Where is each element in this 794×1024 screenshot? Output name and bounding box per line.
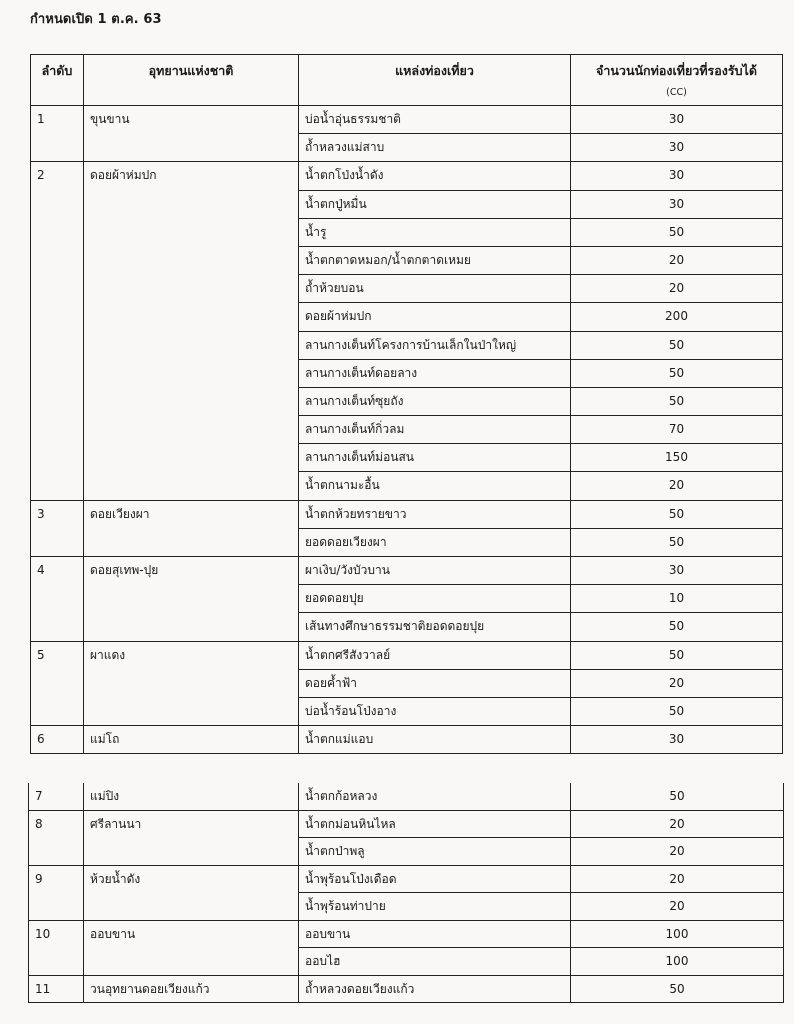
cell-no: 10 [29,920,84,975]
cell-no: 2 [31,162,84,500]
cell-capacity: 10 [571,585,783,613]
cell-site: ออบไฮ [299,948,571,976]
table-body [29,783,784,1003]
cell-capacity: 50 [571,500,783,528]
table-row [29,783,784,810]
cell-no: 4 [31,557,84,642]
cell-site: น้ำตกก้อหลวง [299,783,571,810]
cell-capacity: 30 [571,557,783,585]
table-body [31,106,783,754]
cell-site: ยอดดอยเวียงผา [299,528,571,556]
cell-park: ออบขาน [84,920,299,975]
cell-site: น้ำตกแม่แอบ [299,726,571,754]
cell-park: ห้วยน้ำดัง [84,865,299,920]
cell-capacity: 20 [571,865,784,893]
cell-site: น้ำพุร้อนโป่งเดือด [299,865,571,893]
cell-site: ดอยค้ำฟ้า [299,669,571,697]
table-header-row [31,55,783,106]
cell-site: น้ำตกปู่หมื่น [299,190,571,218]
cell-park: แม่โถ [84,726,299,754]
header-no: ลำดับ [31,55,84,106]
cell-capacity: 20 [571,893,784,921]
header-capacity [571,55,783,106]
table-row [29,810,784,838]
header-capacity-label: จำนวนนักท่องเที่ยวที่รองรับได้ [596,63,757,78]
cell-park: ศรีลานนา [84,810,299,865]
cell-no: 11 [29,975,84,1003]
cell-site: น้ำพุร้อนท่าปาย [299,893,571,921]
cell-capacity: 50 [571,528,783,556]
cell-site: น้ำตกศรีสังวาลย์ [299,641,571,669]
cell-site: ถ้ำห้วยบอน [299,275,571,303]
cell-no: 3 [31,500,84,556]
cell-capacity: 50 [571,331,783,359]
table-row [31,557,783,585]
cell-site: น้ำตกป่าพลู [299,838,571,866]
table-row [29,865,784,893]
cell-park: แม่ปิง [84,783,299,810]
table-row [29,920,784,948]
cell-capacity: 30 [571,726,783,754]
cell-no: 8 [29,810,84,865]
cell-site: น้ำตกโป่งน้ำดัง [299,162,571,190]
table-row [31,162,783,190]
cell-capacity: 20 [571,838,784,866]
table-row [31,726,783,754]
cell-capacity: 20 [571,810,784,838]
cell-site: ลานกางเต็นท์ซุยถัง [299,387,571,415]
parks-table-part-1 [30,54,783,754]
header-park: อุทยานแห่งชาติ [84,55,299,106]
cell-no: 7 [29,783,84,810]
cell-capacity: 20 [571,669,783,697]
cell-park: ดอยผ้าห่มปก [84,162,299,500]
header-capacity-unit: (CC) [666,87,687,98]
cell-site: ลานกางเต็นท์ดอยลาง [299,359,571,387]
cell-capacity: 50 [571,218,783,246]
cell-park: ดอยเวียงผา [84,500,299,556]
cell-site: ยอดดอยปุย [299,585,571,613]
cell-site: เส้นทางศึกษาธรรมชาติยอดดอยปุย [299,613,571,641]
cell-park: ขุนขาน [84,106,299,162]
cell-site: น้ำตกม่อนหินไหล [299,810,571,838]
header-site: แหล่งท่องเที่ยว [299,55,571,106]
cell-capacity: 50 [571,359,783,387]
cell-capacity: 20 [571,275,783,303]
cell-site: น้ำตกนามะอื้น [299,472,571,500]
cell-capacity: 50 [571,975,784,1003]
cell-no: 1 [31,106,84,162]
cell-site: ผาเงิบ/วังบัวบาน [299,557,571,585]
cell-capacity: 20 [571,472,783,500]
cell-capacity: 50 [571,613,783,641]
cell-capacity: 30 [571,134,783,162]
cell-capacity: 70 [571,416,783,444]
cell-capacity: 150 [571,444,783,472]
table-row [29,975,784,1003]
cell-site: ออบขาน [299,920,571,948]
table-row [31,641,783,669]
cell-capacity: 200 [571,303,783,331]
cell-capacity: 50 [571,387,783,415]
cell-park: ผาแดง [84,641,299,726]
cell-capacity: 100 [571,920,784,948]
cell-site: ดอยผ้าห่มปก [299,303,571,331]
parks-table-part-2 [28,783,784,1003]
cell-site: น้ำตกตาดหมอก/น้ำตกตาดเหมย [299,246,571,274]
table-row [31,500,783,528]
cell-capacity: 50 [571,641,783,669]
cell-site: ลานกางเต็นท์กิ่วลม [299,416,571,444]
document-title: กำหนดเปิด 1 ต.ค. 63 [30,12,162,27]
cell-site: ถ้ำหลวงแม่สาบ [299,134,571,162]
cell-capacity: 50 [571,697,783,725]
cell-capacity: 30 [571,162,783,190]
cell-capacity: 30 [571,190,783,218]
cell-capacity: 30 [571,106,783,134]
cell-no: 6 [31,726,84,754]
cell-no: 9 [29,865,84,920]
cell-capacity: 50 [571,783,784,810]
cell-site: ลานกางเต็นท์ม่อนสน [299,444,571,472]
table-row [31,106,783,134]
cell-park: วนอุทยานดอยเวียงแก้ว [84,975,299,1003]
cell-park: ดอยสุเทพ-ปุย [84,557,299,642]
cell-site: บ่อน้ำร้อนโป่งอาง [299,697,571,725]
cell-capacity: 100 [571,948,784,976]
cell-site: น้ำตกห้วยทรายขาว [299,500,571,528]
cell-site: ถ้ำหลวงดอยเวียงแก้ว [299,975,571,1003]
cell-site: ลานกางเต็นท์โครงการบ้านเล็กในป่าใหญ่ [299,331,571,359]
cell-capacity: 20 [571,246,783,274]
cell-site: บ่อน้ำอุ่นธรรมชาติ [299,106,571,134]
cell-site: น้ำรู [299,218,571,246]
cell-no: 5 [31,641,84,726]
